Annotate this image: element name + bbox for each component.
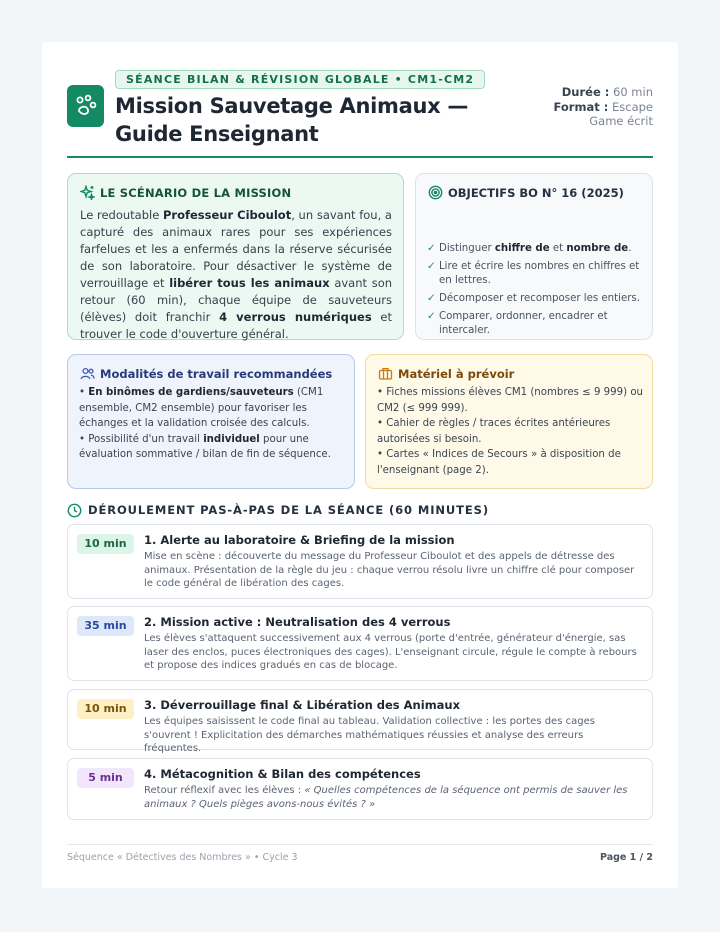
objective-text: et [549,243,567,254]
work-mode-text: pour une évaluation sommative / bilan de fin de séquence. [79,433,331,461]
duration-pill: 10 min [77,534,134,554]
duration-value: 60 min [613,85,653,99]
objectives-box [415,173,653,340]
paw-icon [74,94,97,118]
format-value: Escape Game écrit [589,99,653,128]
step-title: 4. Métacognition & Bilan des compétences [144,767,421,781]
work-modes-heading-text: Modalités de travail recommandées [100,367,333,381]
work-modes-text [79,385,345,463]
objective-emphasis: chiffre de [494,243,550,254]
step-description: Les élèves s'attaquent successivement aux 4 verrous (porte d'entrée, générateur d'énergie, sas laser des enclos, puces électroniques des cages). L'enseignant circule, régule le compte à rebours et propose des indices gradués en cas de blocage. [144,633,637,672]
footer-sequence: Séquence « Détectives des Nombres » • Cycle 3 [67,852,298,863]
step-description-text: Retour réflexif avec les élèves : [144,785,305,796]
work-mode-emphasis: En binômes de gardiens/sauveteurs [88,387,294,398]
logo-badge [67,85,104,127]
duration-pill: 35 min [77,616,134,636]
scenario-emphasis: 4 verrous numériques [219,310,372,324]
session-steps-heading-text: DÉROULEMENT PAS-À-PAS DE LA SÉANCE (60 MINUTES) [88,503,489,517]
objectives-list [427,242,647,342]
objective-text: Distinguer [439,243,495,254]
clock-icon [67,503,82,518]
format-line [523,100,653,129]
step-card [67,689,653,755]
duration-line [523,85,653,100]
material-item: • Cartes « Indices de Secours » à disposition de l'enseignant (page 2). [377,449,621,476]
step-card [67,606,653,681]
scenario-emphasis: libérer tous les animaux [169,276,330,290]
objectives-heading-text: OBJECTIFS BO N° 16 (2025) [448,186,624,200]
step-description: Mise en scène : découverte du message du Professeur Ciboulot et des appels de détresse des animaux. Présentation de la règle du jeu : chaque verrou résolu livre un chiffre clé pour composer le code général de libération des cages. [144,551,635,590]
target-icon [428,185,443,200]
check-icon: ✓ [427,293,436,304]
guide-page [42,42,678,888]
scenario-part: , un savant fou, a capturé des animaux rares pour ses expériences farfelues et les a enfermés dans la réserve sécurisée de son laboratoire. Pour désactiver le système de verrouillage et [80,208,392,290]
step-card [67,524,653,599]
step-description [144,784,638,811]
objective-text: Comparer, ordonner, encadrer et intercaler. [439,311,608,336]
session-meta [523,85,653,129]
check-icon: ✓ [427,261,436,272]
step-description: Les équipes saisissent le code final au tableau. Validation collective : les portes des cages s'ouvrent ! Explicitation des démarches mathématiques réussies et analyse des erreurs fréquentes. [144,716,595,755]
objective-item [427,292,647,306]
step-description-quote: « Quelles compétences de la séquence ont permis de sauver les animaux ? Quels pièges avons-nous évités ? » [144,785,628,810]
work-mode-text: • Possibilité d'un travail [79,433,204,445]
duration-pill: 10 min [77,699,134,719]
footer-divider [67,844,653,845]
page-header [67,68,653,158]
scenario-emphasis: Professeur Ciboulot [162,208,292,222]
materials-list [377,385,643,479]
objective-text: . [628,243,632,254]
scenario-part: Le redoutable [80,208,163,222]
objective-text: Lire et écrire les nombres en chiffres et en lettres. [439,261,640,286]
scenario-heading-text: LE SCÉNARIO DE LA MISSION [100,186,292,200]
material-item: • Fiches missions élèves CM1 (nombres ≤ 9 999) ou CM2 (≤ 999 999). [377,387,644,414]
page-title: Mission Sauvetage Animaux — Guide Enseignant [115,94,469,146]
objective-item [427,260,647,288]
check-icon: ✓ [427,243,436,254]
scenario-part: avant son retour (60 min), chaque équipe de sauveteurs (élèves) doit franchir [80,276,393,324]
objective-item [427,242,647,256]
check-icon: ✓ [427,311,436,322]
objective-text: Décomposer et recomposer les entiers. [439,293,640,304]
step-title: 1. Alerte au laboratoire & Briefing de la mission [144,533,455,547]
work-mode-item [79,385,345,432]
work-mode-emphasis: individuel [203,433,260,445]
sparkles-icon [80,185,95,200]
work-mode-item [79,432,345,463]
scenario-text [80,207,392,343]
objective-item [427,310,647,338]
work-mode-text: (CM1 ensemble, CM2 ensemble) pour favoriser les échanges et la validation croisée des calculs. [79,387,324,430]
duration-label: Durée : [561,85,610,99]
step-title: 3. Déverrouillage final & Libération des Animaux [144,698,461,712]
session-badge: SÉANCE BILAN & RÉVISION GLOBALE • CM1-CM2 [115,70,485,89]
page-number: Page 1 / 2 [600,852,653,863]
materials-box [365,354,653,489]
users-icon [80,366,95,381]
format-label: Format : [553,99,609,114]
step-card [67,758,653,820]
step-title: 2. Mission active : Neutralisation des 4 verrous [144,615,451,629]
work-mode-text: • [79,387,89,398]
work-modes-box [67,354,355,489]
duration-pill: 5 min [77,768,134,788]
material-item: • Cahier de règles / traces écrites antérieures autorisées si besoin. [377,418,611,445]
objective-emphasis: nombre de [566,243,629,254]
scenario-part: et trouver le code d'ouverture général. [80,310,392,341]
materials-heading-text: Matériel à prévoir [398,367,515,381]
briefcase-icon [378,366,393,381]
scenario-box [67,173,404,340]
